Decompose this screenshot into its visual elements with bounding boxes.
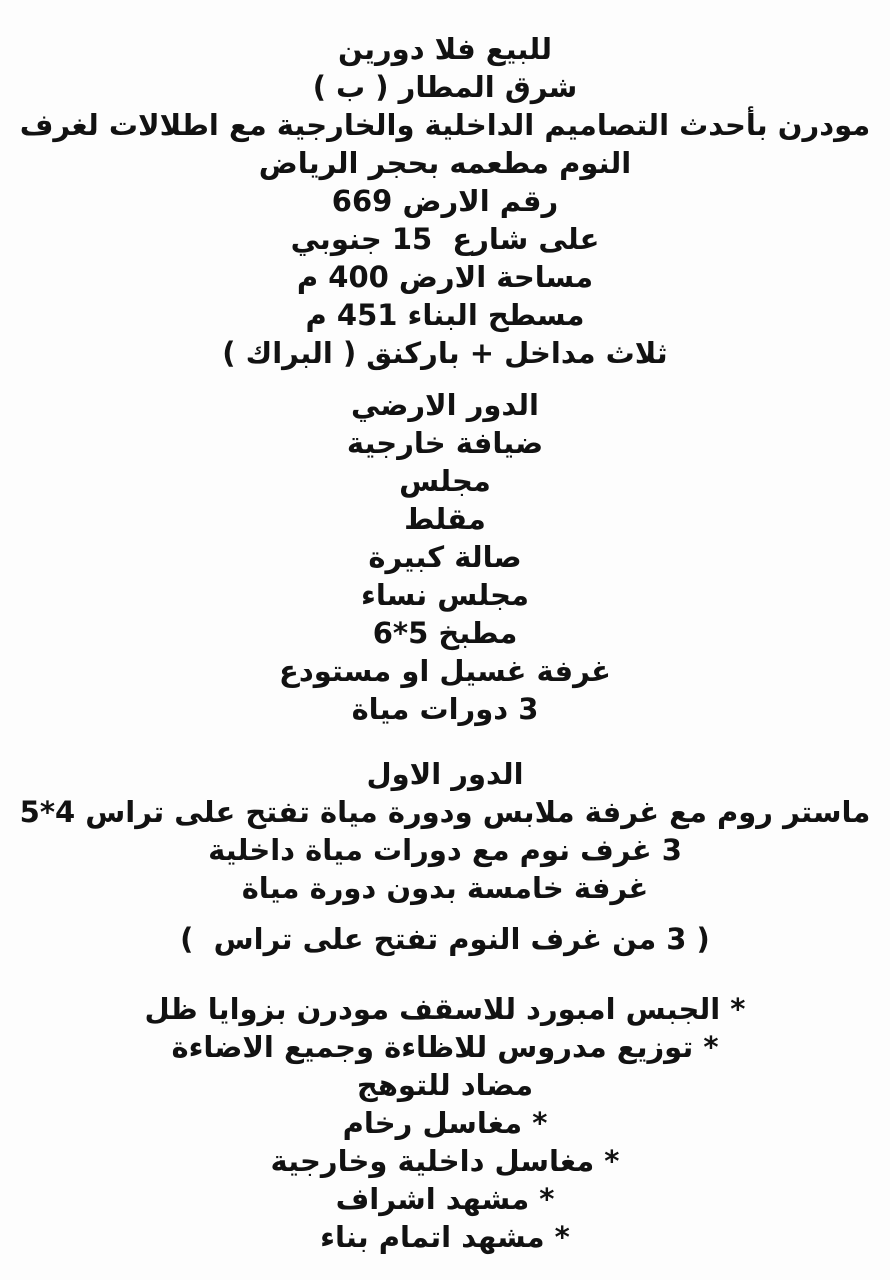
land-number: رقم الارض 669: [331, 184, 559, 218]
listing-title: للبيع فلا دورين: [337, 32, 552, 66]
listing-description: [0, 106, 890, 182]
feature-gypsum: * الجبس امبورد للاسقف مودرن بزوايا ظل: [144, 992, 746, 1026]
feature-inout-sinks: * مغاسل داخلية وخارجية: [270, 1144, 620, 1178]
description-line-2: النوم مطعمه بحجر الرياض: [258, 146, 632, 180]
room-item-maglat: مقلط: [404, 502, 486, 536]
room-item-bedrooms: 3 غرف نوم مع دورات مياة داخلية: [208, 833, 682, 867]
room-item-large-hall: صالة كبيرة: [368, 540, 522, 574]
first-floor-section: [0, 755, 890, 958]
room-item-majlis: مجلس: [399, 464, 491, 498]
feature-lighting: * توزيع مدروس للاظاءة وجميع الاضاءة: [171, 1030, 719, 1064]
feature-completion-cert: * مشهد اتمام بناء: [320, 1220, 570, 1254]
street-info: على شارع 15 جنوبي: [290, 222, 600, 256]
features-section: [0, 990, 890, 1256]
ground-floor-section: [0, 386, 890, 728]
listing-header: [0, 30, 890, 106]
room-item-bathrooms: 3 دورات مياة: [351, 692, 539, 726]
room-item-women-majlis: مجلس نساء: [361, 578, 529, 612]
description-line-1: مودرن بأحدث التصاميم الداخلية والخارجية مع اطلالات لغرف: [19, 108, 871, 142]
first-floor-heading: الدور الاول: [366, 757, 524, 791]
listing-details: [0, 182, 890, 372]
building-area: مسطح البناء 451 م: [305, 298, 585, 332]
room-item-kitchen: مطبخ 5*6: [372, 616, 518, 650]
listing-location: شرق المطار ( ب ): [312, 70, 578, 104]
feature-supervision-cert: * مشهد اشراف: [335, 1182, 555, 1216]
land-area: مساحة الارض 400 م: [296, 260, 594, 294]
feature-antiglare: مضاد للتوهج: [356, 1068, 534, 1102]
room-item-laundry: غرفة غسيل او مستودع: [279, 654, 611, 688]
ground-floor-heading: الدور الارضي: [351, 388, 539, 422]
first-floor-note: ( 3 من غرف النوم تفتح على تراس ): [180, 922, 710, 956]
room-item-fifth-room: غرفة خامسة بدون دورة مياة: [241, 871, 649, 905]
entrances-parking: ثلاث مداخل + باركنق ( البراك ): [222, 336, 668, 370]
room-item-outdoor-majlis: ضيافة خارجية: [346, 426, 544, 460]
feature-marble-sinks: * مغاسل رخام: [342, 1106, 548, 1140]
room-item-master: ماستر روم مع غرفة ملابس ودورة مياة تفتح على تراس 4*5: [19, 795, 871, 829]
